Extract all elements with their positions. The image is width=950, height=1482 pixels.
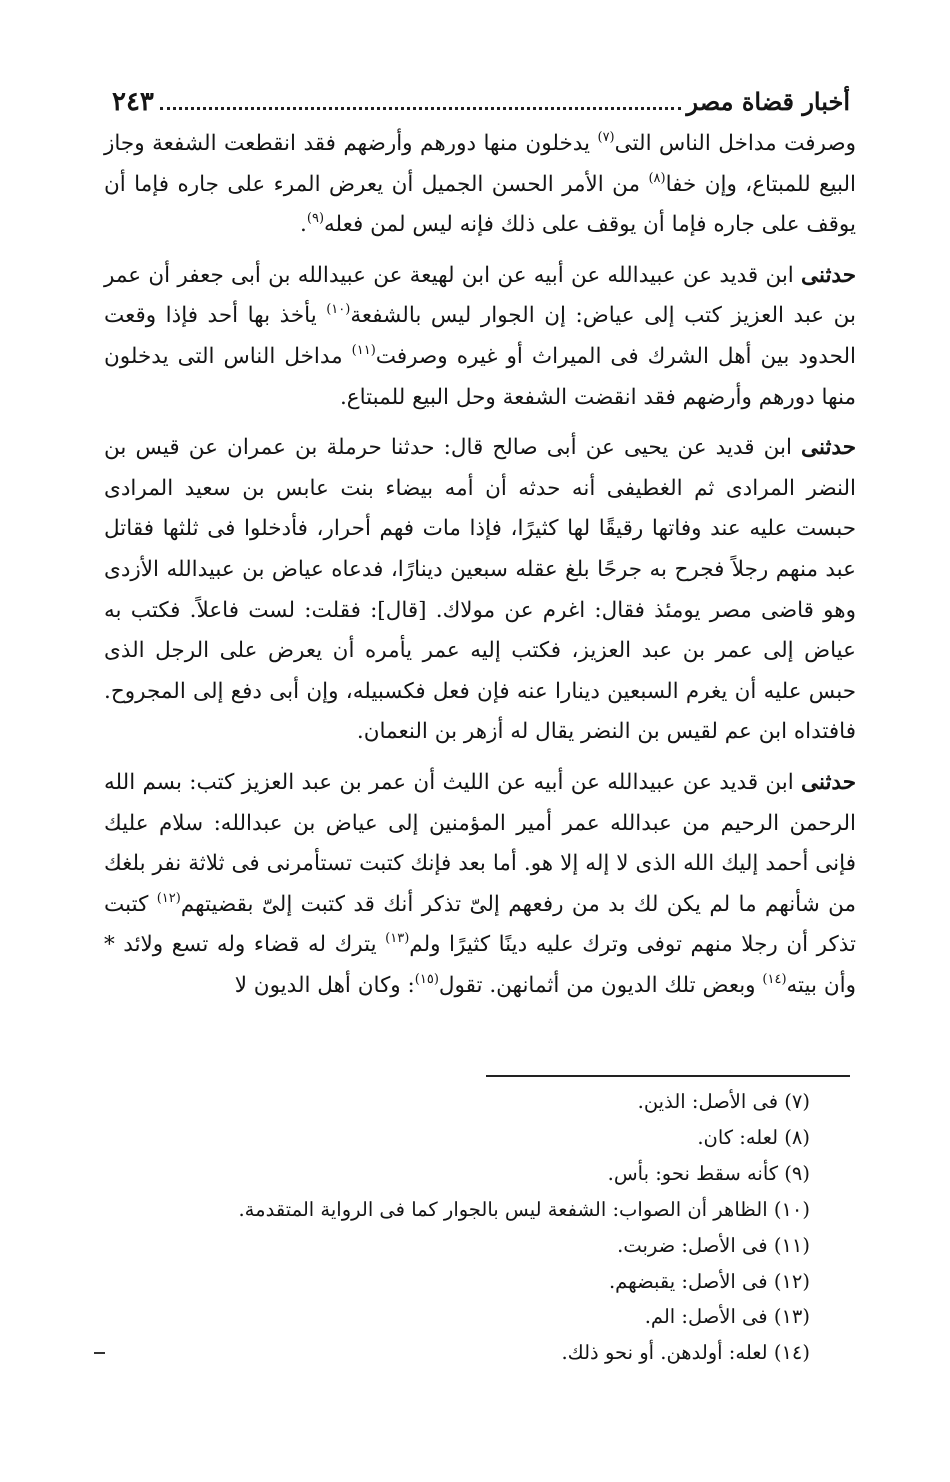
main-text [104,124,856,1006]
margin-mark [94,1352,105,1354]
text-run: ابن قديد عن عبيدالله عن أبيه عن الليث أن عمر بن عبد العزيز كتب: بسم الله الرحمن الرحيم من عبدالله عمر أمير المؤمنين إلى عياض بن عبدالله: سلام عليك فإنى أحمد إليك الله الذى لا إله إلا هو. أما بعد فإنك كتبت تستأمرنى فى ثلاثة نفر بلغك من شأنهم ما لم يكن لك بد من رفعهم إلىّ تذكر أنك قد كتبت إلىّ بقضيتهم [104,769,856,917]
dotted-leader [160,107,681,110]
footnote-ref: (١٥) [414,971,439,987]
text-run: كتبت تذكر أن رجلا منهم توفى وترك عليه دينًا كثيرًا ولم [104,891,856,958]
footnote-ref: (١٠) [326,302,351,318]
footnote-ref: (٧) [597,130,615,145]
text-run: يأخذ بها أحد فإذا وقعت الحدود بين أهل الشرك فى الميراث أو غيره وصرفت [104,303,856,369]
paragraph-hadith-2 [104,428,856,753]
text-run: ابن قديد عن يحيى عن أبى صالح قال: حدثنا حرملة بن عمران عن قيس بن النضر المرادى ثم الغطيفى أنه حدثه أن أمه بيضاء بنت عابس بن سعيد المرادى حبست عليه عند وفاتها رقيقًا لها كثيرًا، فإذا مات فهم أحرار، فأدخلوا فى ثلثها فقاتل عبد منهم رجلاً فجرح به جرحًا بلغ عقله سبعين دينارًا، فدعاه عياض بن عبيدالله الأزدى وهو قاضى مصر يومئذ فقال: اغرم عن مولاك. [قال]: فقلت: لست فاعلاً. فكتب به عياض إلى عمر بن عبد العزيز، فكتب إليه عمر يأمره أن يعرض على الرجل الذى حبس عليه أن يغرم السبعين دينارا عنه فإن فعل فكسبيله، وإن أبى دفع إلى المجروح. فافتداه ابن عم لقيس بن النضر يقال له أزهر بن النعمان. [104,435,856,745]
footnote-ref: (١٢) [156,890,181,906]
footnote: (١١) فى الأصل: ضربت. [617,1233,810,1257]
footnote: (١٣) فى الأصل: الم. [644,1305,810,1329]
paragraph-hadith-3 [104,763,856,1007]
footnote: (٩) كأنه سقط نحو: بأس. [607,1161,810,1185]
text-run: وصرفت مداخل الناس التى [614,131,857,156]
footnote: (١٠) الظاهر أن الصواب: الشفعة ليس بالجوار كما فى الرواية المتقدمة. [238,1197,810,1221]
footnote-ref: (١٤) [762,971,787,987]
footnote-separator [486,1075,850,1077]
footnote-ref: (١١) [351,342,376,358]
footnote: (٧) فى الأصل: الذين. [637,1090,810,1113]
text-run: : وكان أهل الديون لا [234,972,415,998]
paragraph-lead-word: حدثنى [801,769,856,795]
paragraph-hadith-1 [104,256,856,418]
paragraph-lead-word: حدثنى [801,435,856,461]
running-header [112,82,850,122]
footnote-ref: (٨) [648,170,666,186]
text-run: مداخل الناس التى يدخلون منها دورهم وأرضهم فقد انقضت الشفعة وحل البيع للمبتاع. [104,343,856,410]
footnote: (٨) لعله: كان. [697,1125,810,1149]
text-run: ابن قديد عن عبيدالله عن أبيه عن ابن لهيعة عن عبيدالله بن أبى جعفر أن عمر بن عبد العزيز كتب إلى عياض: إن الجوار ليس بالشفعة [104,262,857,329]
footnote-ref: (١٣) [385,931,410,947]
paragraph-continuation [104,124,856,246]
text-run: وبعض تلك الديون من أثمانهن. تقول [438,972,763,998]
footnote-ref: (٩) [306,211,325,227]
book-title: أخبار قضاة مصر [686,87,850,116]
text-run: من الأمر الحسن الجميل أن يعرض المرء على جاره فإما أن يوقف على جاره فإما أن يوقف على ذلك فإنه ليس لمن فعله [104,171,856,238]
page-number: ٢٤٣ [112,87,154,117]
text-run: . [300,212,307,238]
footnote: (١٢) فى الأصل: يقبضهم. [608,1269,810,1293]
footnote: (١٤) لعله: أولدهن. أو نحو ذلك. [561,1341,810,1365]
text-run: يترك له قضاء وله تسع ولائد * وأن بيته [104,932,856,998]
paragraph-lead-word: حدثنى [801,262,856,288]
footnotes-list [104,1084,810,1371]
text-run: يدخلون منها دورهم وأرضهم فقد انقطعت الشفعة وجاز البيع للمبتاع، وإن خفا [104,131,856,197]
